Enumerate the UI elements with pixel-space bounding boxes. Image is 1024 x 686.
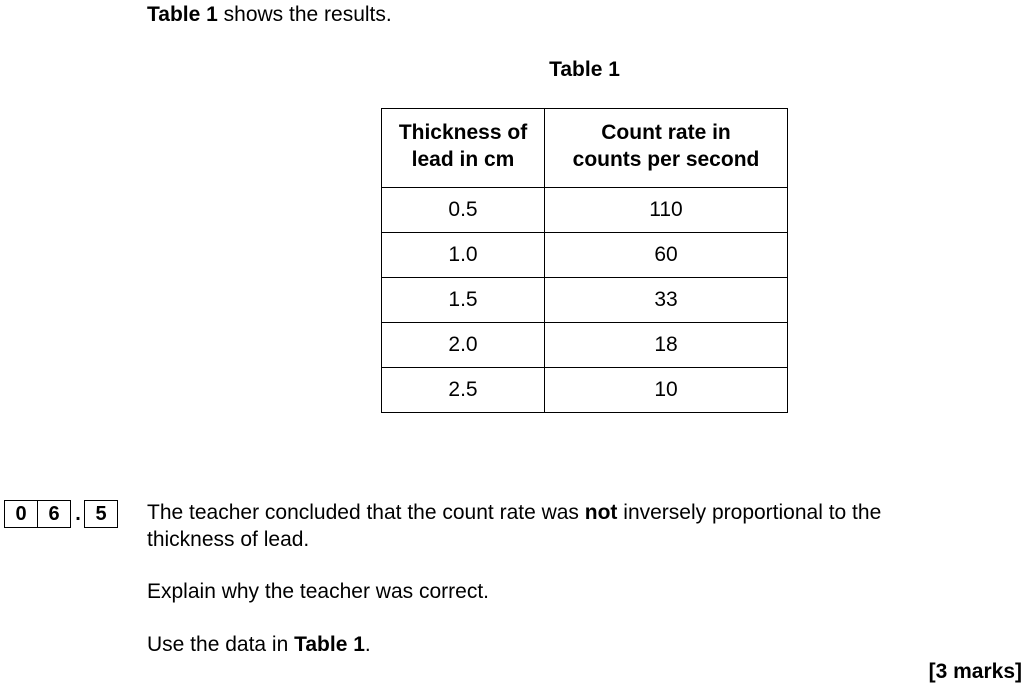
question-number-digit-2: 6: [37, 500, 71, 528]
cell-count-rate: 18: [545, 323, 788, 368]
table-row: [382, 368, 788, 413]
table-row: [382, 278, 788, 323]
results-table: [381, 108, 788, 413]
intro-rest: shows the results.: [217, 3, 392, 26]
table-row: [382, 188, 788, 233]
cell-count-rate: 33: [545, 278, 788, 323]
cell-thickness: 2.5: [382, 368, 545, 413]
header-thickness-line1: Thickness of: [398, 121, 528, 144]
question-number: [4, 500, 118, 528]
use-data-after: .: [364, 633, 371, 656]
header-thickness: [382, 109, 545, 188]
use-data-table-ref: Table 1: [294, 633, 365, 656]
header-count-rate-line1: Count rate in: [601, 121, 731, 144]
question-text-emphasis: not: [584, 501, 618, 524]
intro-table-ref: Table 1: [147, 3, 218, 26]
header-thickness-line2: lead in cm: [411, 148, 515, 171]
question-number-separator: .: [75, 502, 81, 525]
question-number-digit-1: 0: [4, 500, 38, 528]
cell-count-rate: 10: [545, 368, 788, 413]
table-row: [382, 233, 788, 278]
cell-thickness: 1.5: [382, 278, 545, 323]
question-number-digit-3: 5: [84, 500, 118, 528]
cell-count-rate: 110: [545, 188, 788, 233]
question-text-line2: thickness of lead.: [147, 528, 310, 551]
instruction-explain: Explain why the teacher was correct.: [147, 580, 489, 603]
cell-thickness: 1.0: [382, 233, 545, 278]
question-text-before: The teacher concluded that the count rate was: [147, 501, 585, 524]
instruction-use-data: [147, 631, 371, 658]
header-count-rate-line2: counts per second: [572, 148, 760, 171]
use-data-before: Use the data in: [147, 633, 295, 656]
marks-label: [3 marks]: [928, 660, 1022, 683]
header-count-rate: [545, 109, 788, 188]
cell-count-rate: 60: [545, 233, 788, 278]
table-header-row: [382, 109, 788, 188]
cell-thickness: 2.0: [382, 323, 545, 368]
cell-thickness: 0.5: [382, 188, 545, 233]
question-text-line1: [147, 499, 881, 526]
table-caption: Table 1: [549, 58, 620, 81]
intro-text: [147, 1, 392, 28]
question-text-after: inversely proportional to the: [617, 501, 882, 524]
table-row: [382, 323, 788, 368]
